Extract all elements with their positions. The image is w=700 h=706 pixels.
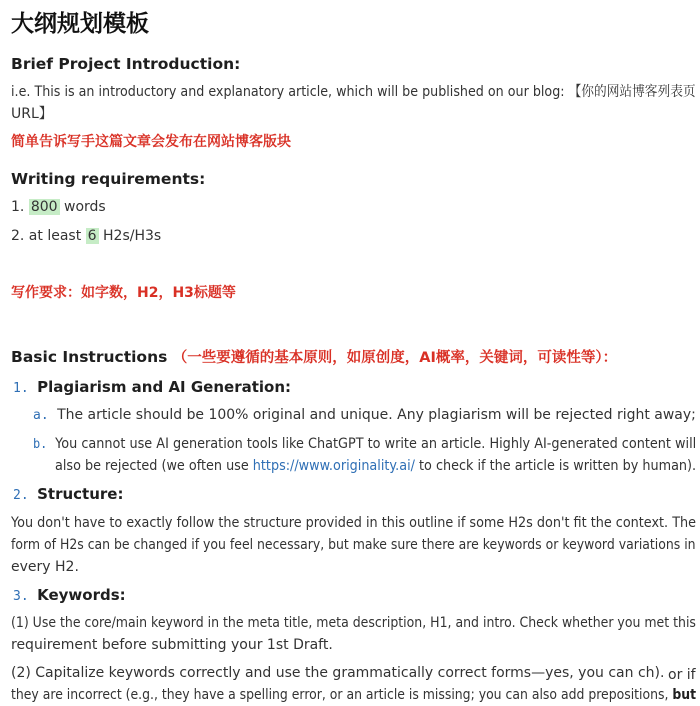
sub-item-b-post: to check if the article is written by human). — [414, 458, 697, 474]
sub-item-b — [33, 433, 696, 456]
sub-item-b-line-1: You cannot use AI generation tools like ChatGPT to write an article. Highly AI-generated content will — [55, 436, 697, 452]
writing-item-1-suffix: words — [59, 199, 106, 215]
keyword-rule-1-line-2: requirement before submitting your 1st Draft. — [11, 637, 333, 653]
writing-item-2-prefix: 2. at least — [11, 228, 86, 244]
list-item-plagiarism — [13, 376, 291, 400]
word-count-highlight: 800 — [30, 199, 58, 215]
basic-heading-cn: （一些要遵循的基本原则，如原创度，AI概率，关键词，可读性等）： — [172, 350, 618, 366]
keyword-rule-2-line-2-text: they are incorrect (e.g., they have a spelling error, or an article is missing; you can also add prepositions, — [11, 687, 673, 703]
page-title: 大纲规划模板 — [11, 11, 149, 37]
list-item-title: Structure: — [37, 485, 124, 503]
structure-line-2: form of H2s can be changed if you feel necessary, but make sure there are keywords or keyword variations in — [11, 537, 696, 553]
list-item-title: Plagiarism and AI Generation: — [37, 378, 292, 396]
list-number: 2. — [13, 488, 29, 503]
sub-item-b-line-2 — [55, 455, 696, 477]
intro-line-1: i.e. This is an introductory and explanatory article, which will be published on our blog: 【你的网站博客列表页 — [11, 84, 696, 100]
list-number: 1. — [13, 381, 29, 396]
intro-line-2: URL】 — [11, 106, 53, 122]
basic-heading — [11, 346, 617, 369]
sub-item-a-text: The article should be 100% original and unique. Any plagiarism will be rejected right away; — [57, 407, 696, 423]
keyword-rule-2-line-2 — [11, 684, 696, 706]
writing-note-cn: 写作要求：如字数，H2，H3标题等 — [11, 285, 236, 301]
structure-line-3: every H2. — [11, 559, 79, 575]
list-item-structure — [13, 483, 123, 507]
structure-line-1: You don't have to exactly follow the structure provided in this outline if some H2s don't fit the context. The — [11, 515, 697, 531]
keyword-rule-2-bold: but — [672, 687, 697, 703]
writing-item-2 — [11, 225, 161, 247]
list-number: 3. — [13, 589, 29, 604]
writing-item-2-suffix: H2s/H3s — [98, 228, 162, 244]
originality-link[interactable]: https://www.originality.ai/ — [252, 458, 415, 474]
writing-item-1-prefix: 1. — [11, 199, 29, 215]
intro-heading: Brief Project Introduction: — [11, 55, 241, 73]
writing-heading: Writing requirements: — [11, 170, 206, 188]
intro-note-cn: 简单告诉写手这篇文章会发布在网站博客版块 — [11, 134, 291, 150]
list-item-keywords — [13, 584, 126, 608]
keyword-rule-2-line-1: (2) Capitalize keywords correctly and use the grammatically correct forms—yes, you can ch). — [11, 665, 665, 681]
sub-item-b-pre: also be rejected (we often use — [55, 458, 253, 474]
heading-count-highlight: 6 — [87, 228, 97, 244]
keyword-rule-2-tail: or if — [668, 667, 696, 683]
sub-item-a — [33, 404, 696, 427]
basic-heading-en: Basic Instructions — [11, 348, 168, 366]
list-item-title: Keywords: — [37, 586, 126, 604]
sub-letter: a. — [33, 408, 49, 423]
writing-item-1 — [11, 196, 106, 218]
sub-letter: b. — [33, 437, 48, 452]
keyword-rule-1-line-1: (1) Use the core/main keyword in the meta title, meta description, H1, and intro. Check whether you met this — [11, 615, 696, 631]
